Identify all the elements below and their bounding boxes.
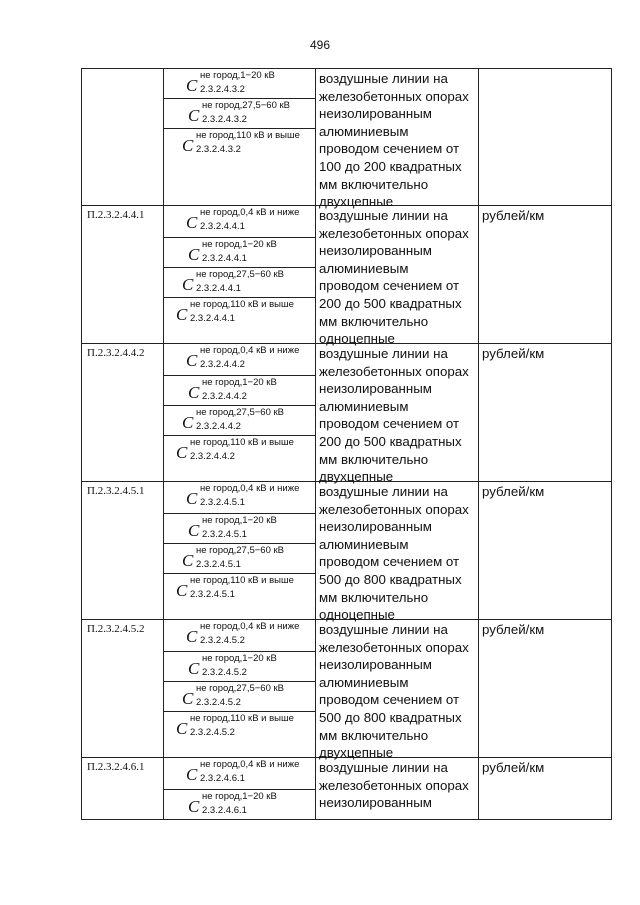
coefficient-cell (164, 206, 315, 238)
row-unit: рублей/км (482, 760, 545, 775)
description-line: проводом сечением от (319, 692, 460, 708)
description-line: воздушные линии на (319, 71, 448, 86)
coefficient-cell (164, 268, 315, 298)
description-line: воздушные линии на (319, 208, 448, 223)
coefficient-symbol: C (186, 213, 198, 232)
description-line: железобетонных опорах (319, 225, 469, 241)
coefficient-subscript: 2.3.2.4.5.2 (196, 697, 241, 708)
description-line: мм включительно (319, 313, 429, 329)
coefficient-superscript: не город,110 кВ и выше (190, 713, 294, 724)
description-line: двухцепные (319, 194, 394, 210)
coefficient-cell (164, 69, 315, 99)
coefficient-cell (164, 99, 315, 129)
coefficient-subscript: 2.3.2.4.5.2 (202, 667, 247, 678)
row-code: П.2.3.2.4.4.1 (82, 206, 164, 343)
coefficient-column (164, 758, 316, 819)
table-row (81, 758, 612, 820)
coefficient-cell (164, 129, 315, 159)
tariff-table (81, 68, 612, 820)
description-line: мм включительно (319, 451, 429, 467)
coefficient-superscript: не город,1−20 кВ (202, 377, 277, 388)
coefficient-column (164, 206, 316, 343)
coefficient-cell (164, 514, 315, 544)
coefficient-superscript: не город,27,5−60 кВ (196, 545, 284, 556)
description-line: одноцепные (319, 331, 395, 347)
coefficient-superscript: не город,0,4 кВ и ниже (200, 207, 300, 218)
page-number: 496 (309, 38, 331, 52)
row-code: П.2.3.2.4.5.2 (82, 620, 164, 757)
row-code: П.2.3.2.4.6.1 (82, 758, 164, 819)
row-description (315, 344, 479, 485)
coefficient-cell (164, 712, 315, 742)
coefficient-cell (164, 544, 315, 574)
coefficient-subscript: 2.3.2.4.5.1 (196, 559, 241, 570)
coefficient-subscript: 2.3.2.4.3.2 (200, 84, 245, 95)
description-line: железобетонных опорах (319, 501, 469, 517)
coefficient-subscript: 2.3.2.4.5.2 (190, 727, 235, 738)
row-unit: рублей/км (482, 622, 545, 637)
coefficient-superscript: не город,0,4 кВ и ниже (200, 621, 300, 632)
description-line: воздушные линии на (319, 760, 448, 775)
row-description (315, 206, 479, 347)
coefficient-superscript: не город,1−20 кВ (202, 239, 277, 250)
coefficient-superscript: не город,27,5−60 кВ (202, 100, 290, 111)
description-line: 200 до 500 квадратных (319, 433, 462, 449)
coefficient-symbol: C (188, 383, 200, 402)
coefficient-cell (164, 482, 315, 514)
description-line: воздушные линии на (319, 346, 448, 361)
coefficient-subscript: 2.3.2.4.4.2 (202, 391, 247, 402)
row-description (315, 620, 479, 761)
coefficient-symbol: C (188, 521, 200, 540)
coefficient-symbol: C (188, 659, 200, 678)
description-line: 500 до 800 квадратных (319, 709, 462, 725)
coefficient-superscript: не город,110 кВ и выше (190, 575, 294, 586)
coefficient-subscript: 2.3.2.4.4.1 (200, 221, 245, 232)
table-row (81, 344, 612, 485)
table-row (81, 620, 612, 761)
coefficient-subscript: 2.3.2.4.4.1 (202, 253, 247, 264)
coefficient-superscript: не город,1−20 кВ (202, 653, 277, 664)
coefficient-superscript: не город,110 кВ и выше (196, 130, 300, 141)
table-row (81, 206, 612, 347)
coefficient-symbol: C (182, 689, 194, 708)
coefficient-symbol: C (186, 76, 198, 95)
coefficient-column (164, 344, 316, 481)
description-line: двухцепные (319, 469, 394, 485)
description-line: мм включительно (319, 176, 429, 192)
coefficient-superscript: не город,0,4 кВ и ниже (200, 483, 300, 494)
description-line: неизолированным (319, 795, 432, 811)
coefficient-cell (164, 376, 315, 406)
coefficient-symbol: C (182, 136, 194, 155)
coefficient-superscript: не город,27,5−60 кВ (196, 407, 284, 418)
coefficient-symbol: C (186, 627, 198, 646)
description-line: мм включительно (319, 727, 429, 743)
coefficient-subscript: 2.3.2.4.5.2 (200, 635, 245, 646)
coefficient-symbol: C (188, 106, 200, 125)
coefficient-cell (164, 758, 315, 790)
description-line: железобетонных опорах (319, 777, 469, 793)
coefficient-symbol: C (186, 351, 198, 370)
description-line: железобетонных опорах (319, 88, 469, 104)
description-line: неизолированным (319, 657, 432, 673)
coefficient-subscript: 2.3.2.4.4.1 (190, 313, 235, 324)
coefficient-cell (164, 436, 315, 466)
coefficient-subscript: 2.3.2.4.5.1 (190, 589, 235, 600)
description-line: неизолированным (319, 106, 432, 122)
coefficient-cell (164, 574, 315, 604)
coefficient-superscript: не город,110 кВ и выше (190, 437, 294, 448)
row-unit: рублей/км (482, 484, 545, 499)
description-line: мм включительно (319, 589, 429, 605)
coefficient-symbol: C (186, 489, 198, 508)
description-line: алюминиевым (319, 536, 409, 552)
coefficient-superscript: не город,1−20 кВ (200, 70, 275, 81)
coefficient-cell (164, 344, 315, 376)
description-line: проводом сечением от (319, 554, 460, 570)
coefficient-subscript: 2.3.2.4.3.2 (196, 144, 241, 155)
coefficient-superscript: не город,27,5−60 кВ (196, 269, 284, 280)
coefficient-subscript: 2.3.2.4.6.1 (200, 773, 245, 784)
coefficient-symbol: C (176, 581, 188, 600)
coefficient-cell (164, 238, 315, 268)
description-line: алюминиевым (319, 260, 409, 276)
description-line: проводом сечением от (319, 278, 460, 294)
description-line: неизолированным (319, 519, 432, 535)
description-line: алюминиевым (319, 674, 409, 690)
coefficient-column (164, 620, 316, 757)
row-description (315, 482, 479, 623)
description-line: алюминиевым (319, 123, 409, 139)
description-line: 100 до 200 квадратных (319, 158, 462, 174)
description-line: двухцепные (319, 745, 394, 761)
row-code: П.2.3.2.4.4.2 (82, 344, 164, 481)
description-line: проводом сечением от (319, 416, 460, 432)
row-code (82, 69, 164, 205)
coefficient-symbol: C (182, 551, 194, 570)
table-row (81, 482, 612, 623)
coefficient-symbol: C (176, 719, 188, 738)
description-line: железобетонных опорах (319, 363, 469, 379)
description-line: неизолированным (319, 381, 432, 397)
coefficient-cell (164, 620, 315, 652)
coefficient-subscript: 2.3.2.4.4.2 (200, 359, 245, 370)
coefficient-superscript: не город,0,4 кВ и ниже (200, 759, 300, 770)
coefficient-symbol: C (186, 765, 198, 784)
coefficient-superscript: не город,1−20 кВ (202, 791, 277, 802)
coefficient-superscript: не город,110 кВ и выше (190, 299, 294, 310)
table-row (81, 68, 612, 210)
coefficient-symbol: C (188, 245, 200, 264)
row-code: П.2.3.2.4.5.1 (82, 482, 164, 619)
coefficient-symbol: C (188, 797, 200, 816)
row-unit: рублей/км (482, 346, 545, 361)
coefficient-subscript: 2.3.2.4.4.2 (190, 451, 235, 462)
coefficient-cell (164, 682, 315, 712)
coefficient-superscript: не город,0,4 кВ и ниже (200, 345, 300, 356)
coefficient-subscript: 2.3.2.4.6.1 (202, 805, 247, 816)
row-description (315, 758, 479, 819)
coefficient-superscript: не город,1−20 кВ (202, 515, 277, 526)
description-line: железобетонных опорах (319, 639, 469, 655)
coefficient-column (164, 69, 316, 205)
description-line: воздушные линии на (319, 484, 448, 499)
coefficient-subscript: 2.3.2.4.4.2 (196, 421, 241, 432)
coefficient-cell (164, 298, 315, 328)
coefficient-symbol: C (176, 443, 188, 462)
description-line: 200 до 500 квадратных (319, 295, 462, 311)
coefficient-subscript: 2.3.2.4.5.1 (200, 497, 245, 508)
row-description (315, 69, 479, 210)
coefficient-symbol: C (176, 305, 188, 324)
row-unit (479, 69, 611, 205)
coefficient-cell (164, 790, 315, 820)
description-line: алюминиевым (319, 398, 409, 414)
coefficient-subscript: 2.3.2.4.4.1 (196, 283, 241, 294)
description-line: неизолированным (319, 243, 432, 259)
description-line: проводом сечением от (319, 141, 460, 157)
coefficient-cell (164, 406, 315, 436)
coefficient-column (164, 482, 316, 619)
coefficient-subscript: 2.3.2.4.3.2 (202, 114, 247, 125)
description-line: 500 до 800 квадратных (319, 571, 462, 587)
coefficient-superscript: не город,27,5−60 кВ (196, 683, 284, 694)
description-line: одноцепные (319, 607, 395, 623)
coefficient-cell (164, 652, 315, 682)
row-unit: рублей/км (482, 208, 545, 223)
description-line: воздушные линии на (319, 622, 448, 637)
coefficient-symbol: C (182, 275, 194, 294)
coefficient-subscript: 2.3.2.4.5.1 (202, 529, 247, 540)
coefficient-symbol: C (182, 413, 194, 432)
